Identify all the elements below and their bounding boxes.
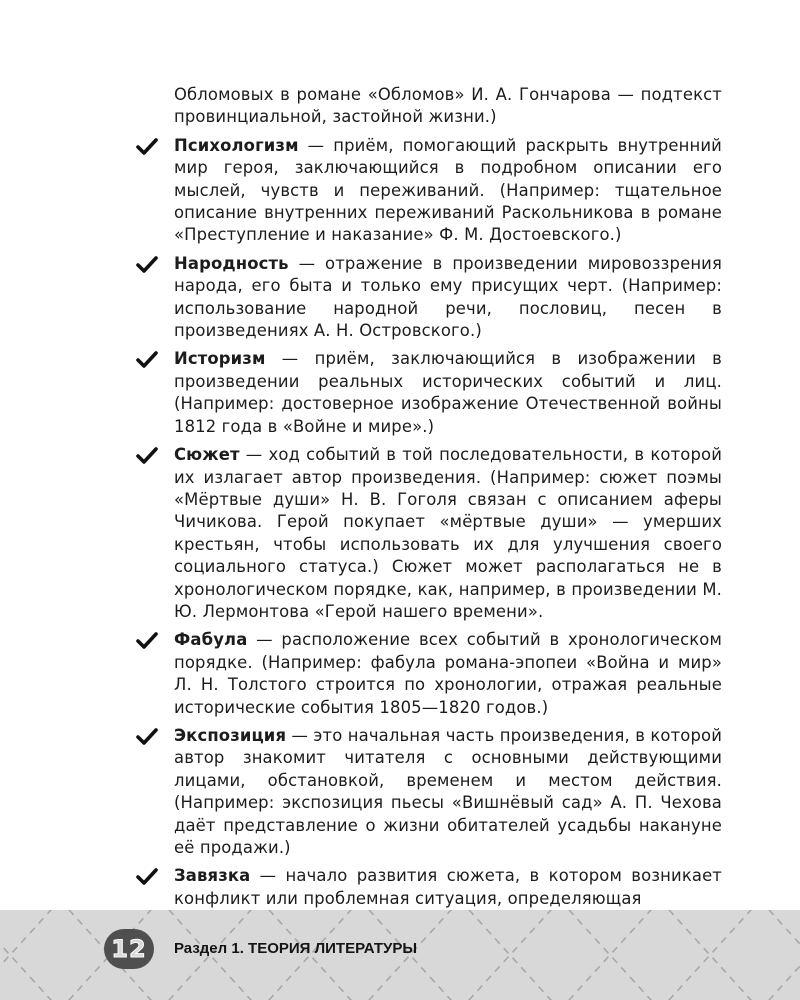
checkmark-icon (136, 138, 158, 156)
page-number-badge (104, 929, 154, 969)
term-entry-zavyazka (174, 865, 722, 910)
term-definition: — расположение всех событий в хронологическом порядке. (Например: фабула романа-эпопеи «Война и мир» Л. Н. Толстого строится по хронологии, отражая реальные исторические события 1805—1820 годов.) (174, 630, 722, 717)
term-definition: — приём, помогающий раскрыть внутренний мир героя, заключающийся в подробном описании его мыслей, чувств и переживаний. (Например: тщательное описание внутренних переживаний Раскольникова в романе «Преступление и наказание» Ф. М. Достоевского.) (174, 135, 722, 245)
term-definition: — отражение в произведении мировоззрения народа, его быта и только ему присущих черт. (Например: использование народной речи, пословиц, песен в произведениях А. Н. Островского.) (174, 253, 722, 341)
intro-paragraph: Обломовых в романе «Обломов» И. А. Гончарова — подтекст провинциальной, застойной жизни.) (174, 85, 722, 127)
page-content (0, 84, 800, 910)
term-name: Психологизм (174, 135, 299, 155)
term-entry-fabula (174, 629, 722, 719)
term-entry-exposition (174, 725, 722, 859)
page-number: 12 (111, 935, 147, 963)
term-entry-psychologism (174, 135, 722, 247)
term-name: Фабула (174, 630, 248, 650)
checkmark-icon (136, 351, 158, 369)
term-definition: — это начальная часть произведения, в которой автор знакомит читателя с основными действующими лицами, обстановкой, временем и местом действия. (Например: экспозиция пьесы «Вишнёвый сад» А. П. Чехова даёт представление о жизни обитателей усадьбы накануне её продажи.) (174, 725, 723, 857)
checkmark-icon (136, 868, 158, 886)
term-name: Историзм (174, 349, 266, 369)
checkmark-icon (136, 256, 158, 274)
term-entry-historism (174, 348, 722, 438)
section-label: Раздел 1. ТЕОРИЯ ЛИТЕРАТУРЫ (174, 940, 418, 957)
term-entry-narodnost (174, 253, 722, 343)
checkmark-icon (136, 728, 158, 746)
term-definition: — ход событий в той последовательности, в которой их излагает автор произведения. (Например: сюжет поэмы «Мёртвые души» Н. В. Гоголя связан с описанием аферы Чичикова. Герой покупает «мёртвые души» — умерших крестьян, чтобы использовать их для улучшения своего социального статуса.) Сюжет может располагаться не в хронологическом порядке, как, например, в произведении М. Ю. Лермонтова «Герой нашего времени». (174, 445, 722, 621)
term-definition: — приём, заключающийся в изображении в произведении реальных исторических событий и лиц. (Например: достоверное изображение Отечественной войны 1812 года в «Войне и мире».) (174, 349, 722, 436)
term-name: Экспозиция (174, 725, 287, 745)
term-name: Сюжет (174, 445, 240, 465)
term-entry-plot (174, 444, 722, 623)
checkmark-icon (136, 447, 158, 465)
page-footer (0, 910, 800, 1000)
term-name: Завязка (174, 866, 251, 886)
term-definition: — начало развития сюжета, в котором возникает конфликт или проблемная ситуация, определяющая (174, 866, 722, 908)
checkmark-icon (136, 632, 158, 650)
term-name: Народность (174, 253, 289, 273)
